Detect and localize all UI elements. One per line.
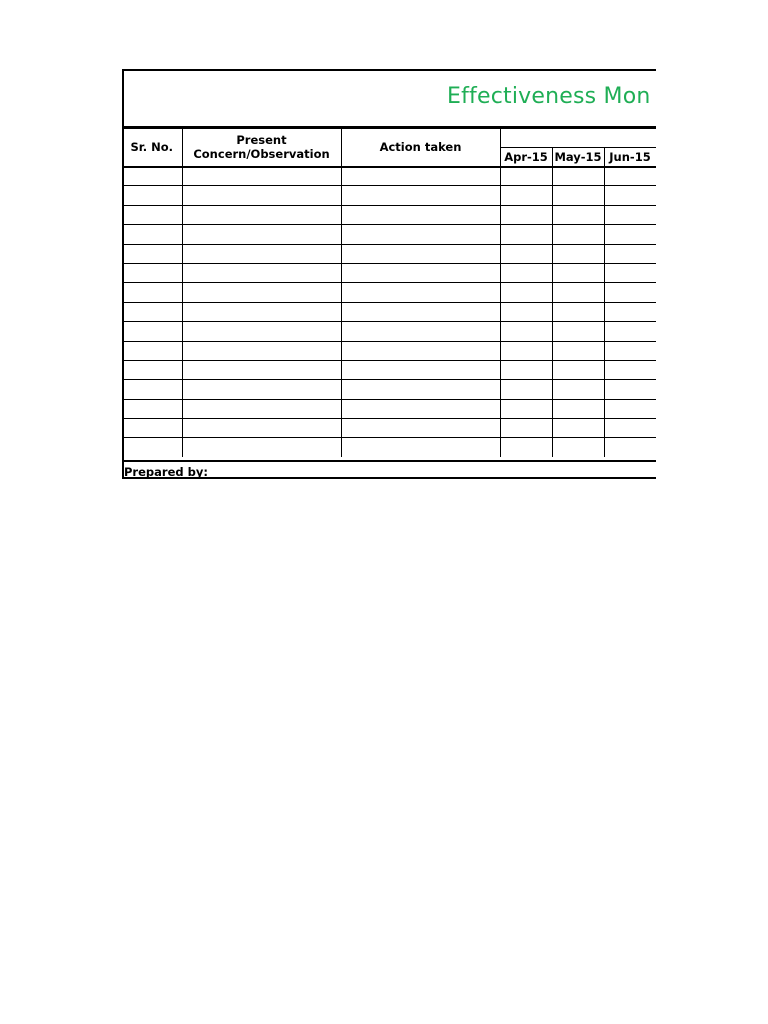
cell-may[interactable] — [552, 399, 604, 418]
header-present-concern-line2: Concern/Observation — [193, 147, 330, 162]
cell-action[interactable] — [341, 438, 500, 457]
cell-concern[interactable] — [182, 380, 341, 399]
cell-apr[interactable] — [500, 225, 552, 244]
cell-apr[interactable] — [500, 263, 552, 282]
cell-apr[interactable] — [500, 399, 552, 418]
cell-apr[interactable] — [500, 419, 552, 438]
cell-sr-no[interactable] — [122, 167, 182, 186]
cell-concern[interactable] — [182, 205, 341, 224]
cell-action[interactable] — [341, 341, 500, 360]
cell-may[interactable] — [552, 263, 604, 282]
header-action-taken: Action taken — [341, 129, 500, 167]
cell-jun[interactable] — [604, 380, 656, 399]
cell-concern[interactable] — [182, 302, 341, 321]
header-month-apr: Apr-15 — [500, 148, 552, 167]
cell-may[interactable] — [552, 360, 604, 379]
cell-apr[interactable] — [500, 244, 552, 263]
table-row — [122, 302, 656, 321]
cell-may[interactable] — [552, 186, 604, 205]
cell-action[interactable] — [341, 225, 500, 244]
cell-may[interactable] — [552, 244, 604, 263]
title-row — [122, 69, 656, 128]
cell-jun[interactable] — [604, 186, 656, 205]
cell-may[interactable] — [552, 419, 604, 438]
cell-apr[interactable] — [500, 167, 552, 186]
cell-may[interactable] — [552, 225, 604, 244]
cell-jun[interactable] — [604, 399, 656, 418]
cell-concern[interactable] — [182, 263, 341, 282]
cell-may[interactable] — [552, 205, 604, 224]
cell-jun[interactable] — [604, 360, 656, 379]
cell-concern[interactable] — [182, 225, 341, 244]
footer-row — [122, 460, 656, 479]
sheet-title: Effectiveness Mon — [447, 84, 651, 109]
table-row — [122, 263, 656, 282]
cell-sr-no[interactable] — [122, 419, 182, 438]
cell-jun[interactable] — [604, 225, 656, 244]
table-row — [122, 167, 656, 186]
header-months-group — [500, 129, 656, 148]
cell-concern[interactable] — [182, 399, 341, 418]
cell-concern[interactable] — [182, 322, 341, 341]
table-row — [122, 225, 656, 244]
cell-sr-no[interactable] — [122, 302, 182, 321]
table-row — [122, 244, 656, 263]
cell-apr[interactable] — [500, 205, 552, 224]
table-row — [122, 283, 656, 302]
cell-may[interactable] — [552, 438, 604, 457]
table-body — [122, 167, 656, 458]
cell-sr-no[interactable] — [122, 438, 182, 457]
cell-sr-no[interactable] — [122, 360, 182, 379]
cell-sr-no[interactable] — [122, 283, 182, 302]
cell-jun[interactable] — [604, 167, 656, 186]
cell-may[interactable] — [552, 167, 604, 186]
cell-action[interactable] — [341, 419, 500, 438]
cell-jun[interactable] — [604, 263, 656, 282]
cell-sr-no[interactable] — [122, 205, 182, 224]
header-sr-no: Sr. No. — [122, 129, 182, 167]
cell-action[interactable] — [341, 360, 500, 379]
cell-may[interactable] — [552, 341, 604, 360]
cell-action[interactable] — [341, 205, 500, 224]
cell-jun[interactable] — [604, 244, 656, 263]
cell-apr[interactable] — [500, 302, 552, 321]
table-row — [122, 399, 656, 418]
cell-action[interactable] — [341, 380, 500, 399]
cell-jun[interactable] — [604, 438, 656, 457]
cell-jun[interactable] — [604, 302, 656, 321]
cell-concern[interactable] — [182, 167, 341, 186]
cell-apr[interactable] — [500, 341, 552, 360]
cell-apr[interactable] — [500, 438, 552, 457]
cell-jun[interactable] — [604, 205, 656, 224]
table-row — [122, 186, 656, 205]
cell-may[interactable] — [552, 302, 604, 321]
cell-concern[interactable] — [182, 186, 341, 205]
cell-concern[interactable] — [182, 419, 341, 438]
cell-apr[interactable] — [500, 380, 552, 399]
prepared-by-label: Prepared by: — [124, 465, 208, 479]
cell-apr[interactable] — [500, 322, 552, 341]
cell-apr[interactable] — [500, 186, 552, 205]
cell-jun[interactable] — [604, 341, 656, 360]
cell-action[interactable] — [341, 167, 500, 186]
cell-apr[interactable] — [500, 360, 552, 379]
cell-sr-no[interactable] — [122, 380, 182, 399]
monitoring-sheet — [122, 69, 656, 481]
cell-jun[interactable] — [604, 322, 656, 341]
cell-concern[interactable] — [182, 438, 341, 457]
cell-apr[interactable] — [500, 283, 552, 302]
cell-action[interactable] — [341, 283, 500, 302]
table-row — [122, 341, 656, 360]
table-row — [122, 205, 656, 224]
cell-concern[interactable] — [182, 244, 341, 263]
cell-sr-no[interactable] — [122, 341, 182, 360]
table-row — [122, 380, 656, 399]
header-present-concern — [182, 129, 341, 167]
monitoring-table — [122, 128, 656, 457]
cell-concern[interactable] — [182, 360, 341, 379]
cell-action[interactable] — [341, 302, 500, 321]
cell-action[interactable] — [341, 399, 500, 418]
cell-jun[interactable] — [604, 283, 656, 302]
cell-may[interactable] — [552, 380, 604, 399]
cell-action[interactable] — [341, 263, 500, 282]
cell-action[interactable] — [341, 322, 500, 341]
header-month-jun: Jun-15 — [604, 148, 656, 167]
cell-sr-no[interactable] — [122, 399, 182, 418]
cell-action[interactable] — [341, 186, 500, 205]
table-row — [122, 360, 656, 379]
table-row — [122, 419, 656, 438]
cell-jun[interactable] — [604, 419, 656, 438]
header-present-concern-line1: Present — [236, 133, 287, 148]
cell-concern[interactable] — [182, 341, 341, 360]
table-row — [122, 438, 656, 457]
cell-concern[interactable] — [182, 283, 341, 302]
cell-action[interactable] — [341, 244, 500, 263]
cell-sr-no[interactable] — [122, 186, 182, 205]
header-row-top — [122, 129, 656, 148]
cell-may[interactable] — [552, 283, 604, 302]
cell-sr-no[interactable] — [122, 322, 182, 341]
cell-sr-no[interactable] — [122, 263, 182, 282]
header-month-may: May-15 — [552, 148, 604, 167]
cell-may[interactable] — [552, 322, 604, 341]
cell-sr-no[interactable] — [122, 225, 182, 244]
cell-sr-no[interactable] — [122, 244, 182, 263]
table-row — [122, 322, 656, 341]
